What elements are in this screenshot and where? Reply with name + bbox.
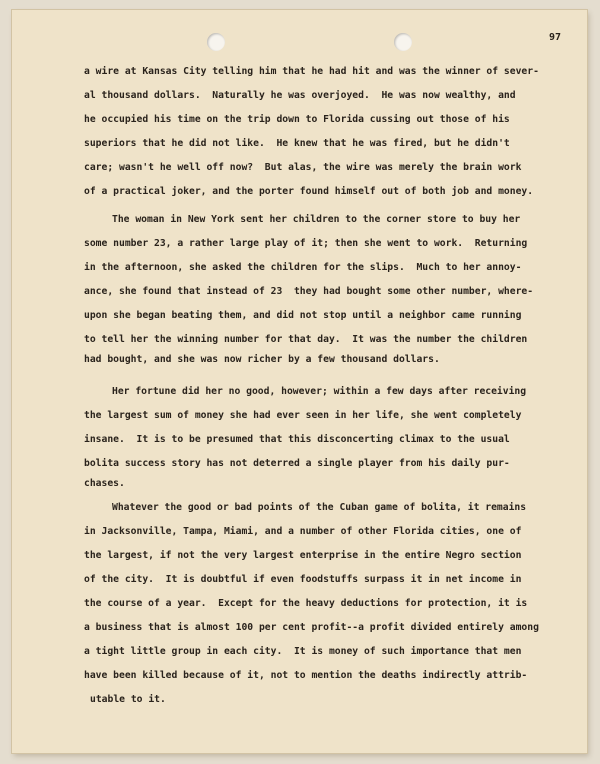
text-line: had bought, and she was now richer by a few thousand dollars.	[84, 354, 440, 365]
text-line: he occupied his time on the trip down to Florida cussing out those of his	[84, 114, 510, 125]
text-line: a tight little group in each city. It is money of such importance that men	[84, 646, 522, 657]
binder-hole-right	[394, 33, 412, 51]
text-line: care; wasn't he well off now? But alas, the wire was merely the brain work	[84, 162, 522, 173]
text-line: upon she began beating them, and did not stop until a neighbor came running	[84, 310, 522, 321]
text-line: Whatever the good or bad points of the Cuban game of bolita, it remains	[112, 502, 527, 513]
text-line: a business that is almost 100 per cent profit--a profit divided entirely among	[84, 622, 539, 633]
text-line: utable to it.	[90, 694, 166, 705]
text-line: some number 23, a rather large play of it; then she went to work. Returning	[84, 238, 528, 249]
page-number: 97	[549, 32, 562, 43]
text-line: in the afternoon, she asked the children for the slips. Much to her annoy-	[84, 262, 522, 273]
text-line: al thousand dollars. Naturally he was overjoyed. He was now wealthy, and	[84, 90, 516, 101]
text-line: the largest, if not the very largest enterprise in the entire Negro section	[84, 550, 522, 561]
text-line: ance, she found that instead of 23 they had bought some other number, where-	[84, 286, 534, 297]
text-line: bolita success story has not deterred a single player from his daily pur-	[84, 458, 510, 469]
text-line: the largest sum of money she had ever seen in her life, she went completely	[84, 410, 522, 421]
text-line: superiors that he did not like. He knew that he was fired, but he didn't	[84, 138, 510, 149]
text-line: of a practical joker, and the porter found himself out of both job and money.	[84, 186, 534, 197]
text-line: Her fortune did her no good, however; within a few days after receiving	[112, 386, 527, 397]
text-line: to tell her the winning number for that day. It was the number the children	[84, 334, 528, 345]
text-line: a wire at Kansas City telling him that he had hit and was the winner of sever-	[84, 66, 539, 77]
text-line: have been killed because of it, not to mention the deaths indirectly attrib-	[84, 670, 528, 681]
text-line: the course of a year. Except for the heavy deductions for protection, it is	[84, 598, 528, 609]
text-line: The woman in New York sent her children to the corner store to buy her	[112, 214, 521, 225]
text-line: insane. It is to be presumed that this disconcerting climax to the usual	[84, 434, 510, 445]
binder-hole-left	[207, 33, 225, 51]
text-line: chases.	[84, 478, 125, 489]
text-line: of the city. It is doubtful if even foodstuffs surpass it in net income in	[84, 574, 522, 585]
text-line: in Jacksonville, Tampa, Miami, and a number of other Florida cities, one of	[84, 526, 522, 537]
